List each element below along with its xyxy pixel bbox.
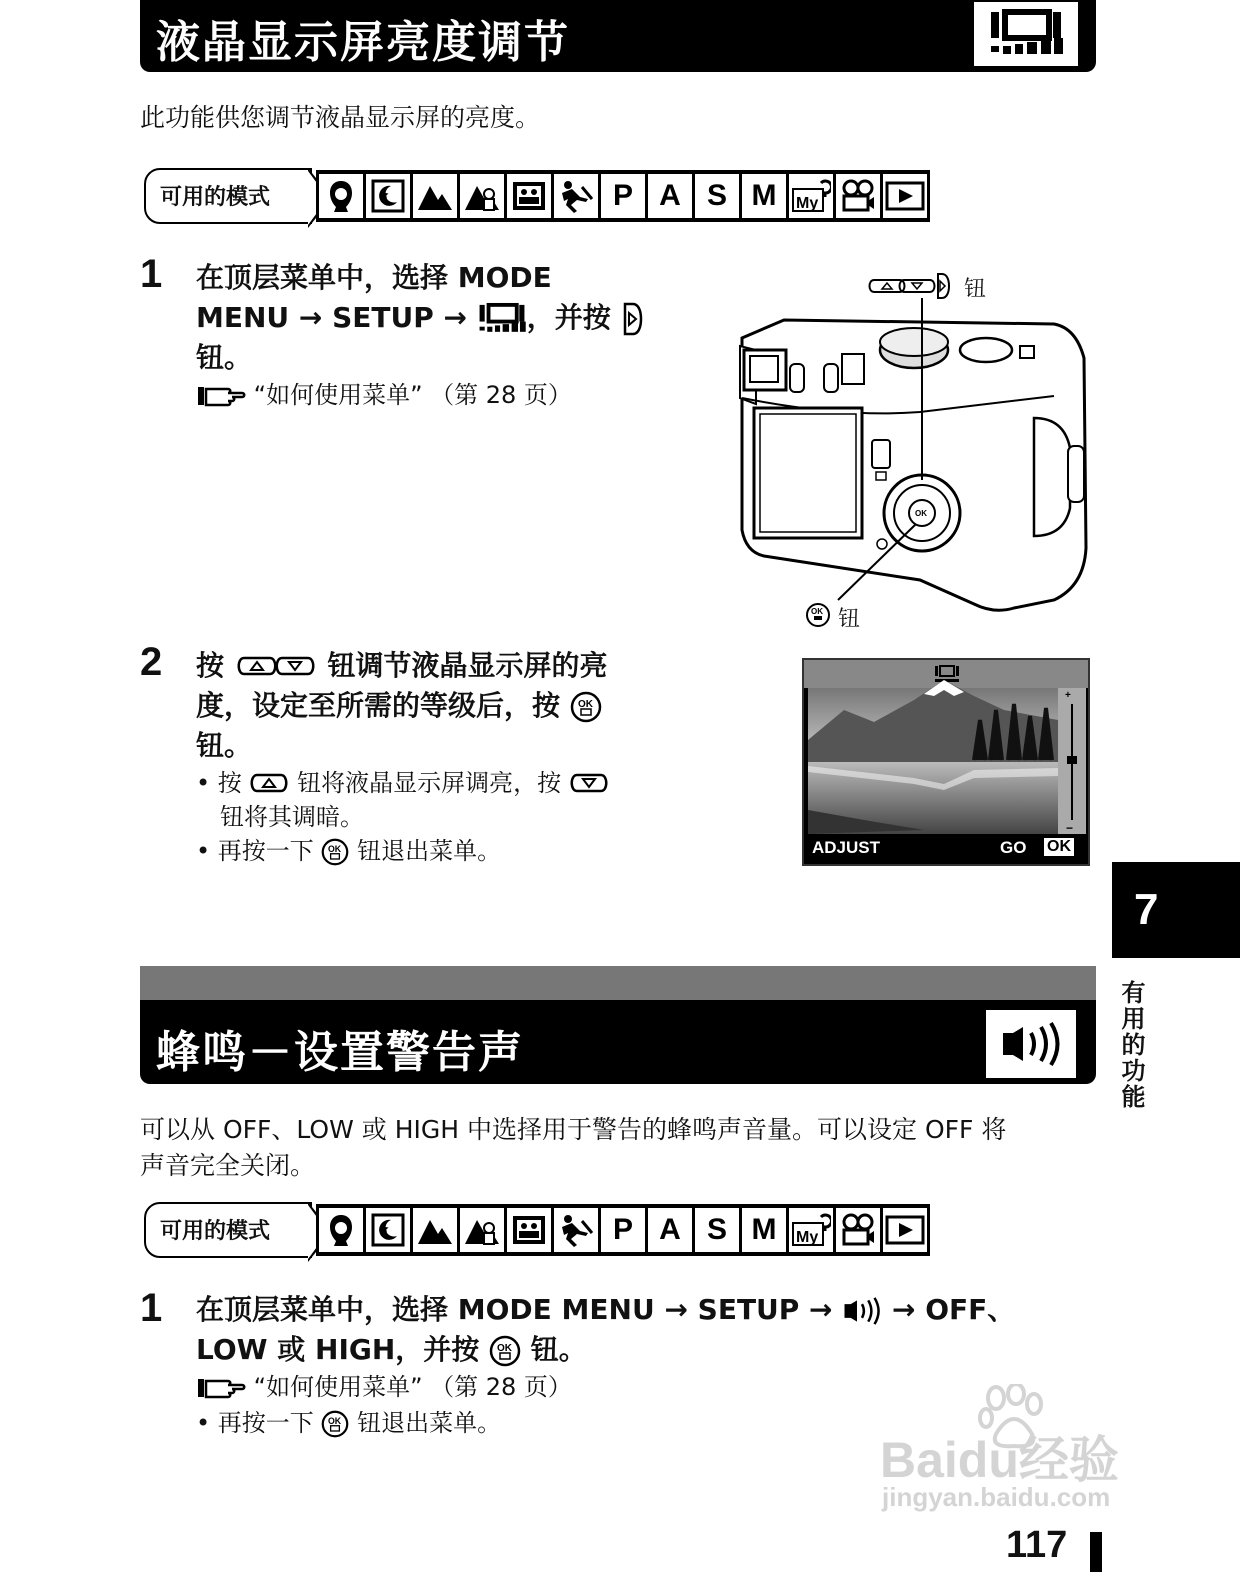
modes-strip [316, 170, 930, 222]
night-icon [366, 174, 410, 218]
pointing-hand-icon [196, 1375, 246, 1401]
up-button-icon [249, 772, 289, 796]
page-number: 117 [1006, 1524, 1068, 1566]
lcd-screen-image [802, 658, 1090, 866]
landscape-portrait-icon [460, 174, 504, 218]
mode-p: P [601, 1208, 645, 1252]
step-1-line-2: MENU → SETUP → ，并按 [196, 298, 643, 338]
mode-m: M [742, 1208, 786, 1252]
playback-icon [883, 1208, 927, 1252]
mode-a: A [648, 1208, 692, 1252]
ok-button-icon [489, 1335, 521, 1367]
mode-a: A [648, 174, 692, 218]
step-2-bullet-2: • 再按一下 OK 钮退出菜单。 [196, 837, 502, 865]
step-2-bullet-1-cont: 钮将其调暗。 [220, 803, 364, 831]
mode-my [789, 174, 833, 218]
lcd-go-label: GO [1000, 838, 1027, 857]
portrait-icon [319, 1208, 363, 1252]
section2-intro-line-2: 声音完全关闭。 [140, 1151, 316, 1180]
watermark-url: jingyan.baidu.com [882, 1482, 1111, 1512]
lcd-ok-label: OK [1044, 838, 1074, 856]
mode-s: S [695, 1208, 739, 1252]
up-down-right-buttons-icon [870, 274, 950, 298]
modes-label: 可用的模式 [144, 168, 312, 224]
svg-text:My: My [796, 1229, 819, 1246]
step-1-ref: “如何使用菜单” （第 28 页） [196, 378, 572, 412]
beep-icon [842, 1296, 882, 1326]
step-1-line-3: 钮。 [196, 341, 253, 374]
lcd-brightness-icon [972, 0, 1080, 68]
svg-text:OK: OK [328, 844, 342, 854]
chapter-tab: 7 [1112, 862, 1240, 958]
s2-step-1-number: 1 [140, 1286, 163, 1330]
svg-text:OK: OK [577, 699, 593, 710]
night-icon [366, 1208, 410, 1252]
section2-title: 蜂鸣－设置警告声 [156, 1027, 524, 1078]
watermark-brand: Baidu经验 [880, 1432, 1119, 1488]
lcd-adjust-label: ADJUST [812, 838, 881, 857]
section2-title-bar [140, 1000, 1096, 1084]
s2-step-1-line-1: 在顶层菜单中，选择 MODE MENU → SETUP → → OFF、 [196, 1293, 1016, 1326]
beep-icon [984, 1008, 1078, 1080]
mode-my [789, 1208, 833, 1252]
portrait-icon [319, 174, 363, 218]
camera-label-bottom: 钮 [838, 607, 861, 632]
up-down-buttons-icon [234, 654, 318, 680]
section1-title: 液晶显示屏亮度调节 [156, 17, 570, 68]
pointing-hand-icon [196, 383, 246, 409]
available-modes-1 [144, 168, 934, 228]
step-1-number: 1 [140, 252, 163, 296]
step-2-line-2: 度，设定至所需的等级后，按 OK [196, 686, 602, 726]
right-arrow-button-icon [621, 302, 643, 336]
step-2-number: 2 [140, 640, 163, 684]
section2-intro-line-1: 可以从 OFF、LOW 或 HIGH 中选择用于警告的蜂鸣声音量。可以设定 OFF 将 [140, 1115, 1007, 1144]
svg-text:OK: OK [497, 1343, 513, 1354]
sports-icon [554, 1208, 598, 1252]
svg-text:+: + [1065, 690, 1071, 701]
modes-strip [316, 1204, 930, 1256]
s2-step-1-bullet-1: • 再按一下 OK 钮退出菜单。 [196, 1409, 502, 1437]
available-modes-2 [144, 1202, 934, 1262]
movie-icon [836, 174, 880, 218]
svg-text:OK: OK [915, 509, 927, 518]
ok-button-icon [321, 838, 349, 866]
lcd-brightness-icon [477, 302, 527, 336]
svg-text:−: − [1066, 821, 1074, 835]
ok-button-icon [807, 604, 829, 626]
chapter-label: 有用的功能 [1117, 980, 1145, 1110]
camera-illustration [724, 268, 1094, 638]
landscape-icon [413, 1208, 457, 1252]
svg-text:OK: OK [328, 1416, 342, 1426]
step-2-line-3: 钮。 [196, 729, 253, 762]
step-1-line-1: 在顶层菜单中，选择 MODE [196, 261, 552, 294]
movie-icon [836, 1208, 880, 1252]
down-button-icon [569, 772, 609, 796]
landscape-portrait-icon [460, 1208, 504, 1252]
scene-icon [507, 1208, 551, 1252]
mode-s: S [695, 174, 739, 218]
ok-button-icon [570, 691, 602, 723]
sports-icon [554, 174, 598, 218]
ok-button-icon [321, 1410, 349, 1438]
svg-text:My: My [796, 195, 819, 212]
playback-icon [883, 174, 927, 218]
section1-intro: 此功能供您调节液晶显示屏的亮度。 [140, 103, 541, 132]
page-number-bar [1090, 1532, 1102, 1572]
mode-p: P [601, 174, 645, 218]
s2-step-1-line-2: LOW 或 HIGH，并按 OK 钮。 [196, 1333, 587, 1366]
section2-gray-band [140, 966, 1096, 1002]
section1-title-bar [140, 0, 1096, 72]
step-2-line-1: 按 钮调节液晶显示屏的亮 [196, 649, 608, 682]
svg-text:OK: OK [811, 607, 823, 616]
s2-step-1-ref: “如何使用菜单” （第 28 页） [196, 1370, 572, 1404]
modes-label: 可用的模式 [144, 1202, 312, 1258]
camera-label-top: 钮 [964, 277, 987, 302]
mode-m: M [742, 174, 786, 218]
landscape-icon [413, 174, 457, 218]
step-2-bullet-1: • 按 钮将液晶显示屏调亮，按 [196, 766, 609, 800]
scene-icon [507, 174, 551, 218]
